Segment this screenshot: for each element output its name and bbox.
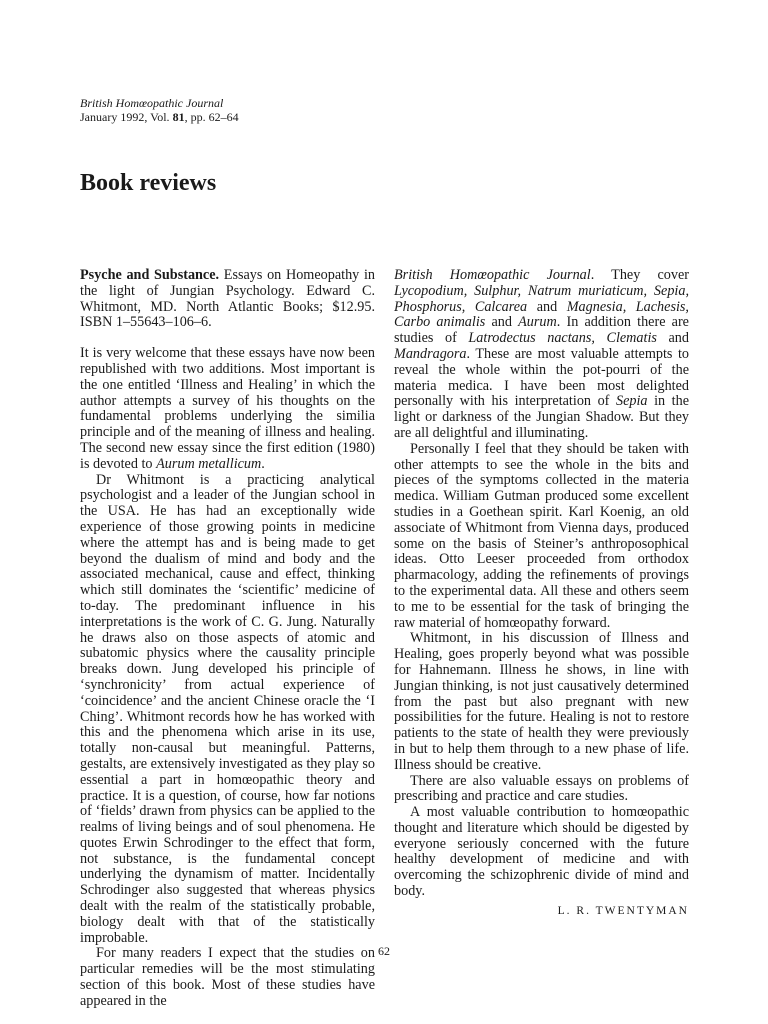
page-title: Book reviews bbox=[80, 170, 217, 196]
book-title: Psyche and Substance. bbox=[80, 267, 220, 283]
review-paragraph-5: Whitmont, in his discussion of Illness and Healing, goes properly beyond what was possible for Hahnemann. Illness he shows, in line with Jungian thinking, is not just causatively determined from the past but also pregnant with new possibilities for the future. Healing is not to restore patients to the state of health they were previously in but to help them through to a new phase of life. Illness should be creative. bbox=[394, 630, 689, 773]
review-paragraph-6: There are also valuable essays on problems of prescribing and practice and care studies. bbox=[394, 772, 689, 805]
review-paragraph-3-continued: British Homœopathic Journal. They cover Lycopodium, Sulphur, Natrum muriaticum, Sepia, Phosphorus, Calcarea and Magnesia, Lachesis, Carbo animalis and Aurum. In addition there are studies of Latrodectus nactans, Clematis and Mandragora. These are most valuable attempts to reveal the whole within the pot-pourri of the materia medica. I have been most delighted personally with his interpretation of Sepia in the light or darkness of the Jungian Shadow. But they are all delightful and illuminating. bbox=[394, 267, 690, 441]
review-paragraph-1: It is very welcome that these essays have now been republished with two additions. Most important is the one entitled ‘Illness and Healing’ in which the author attempts a survey of his thoughts on the fundamental problems underlying the similia principle and of the meaning of illness and healing. The second new essay since the first edition (1980) is devoted to Aurum metallicum. bbox=[80, 345, 375, 472]
journal-citation: January 1992, Vol. 81, pp. 62–64 bbox=[80, 110, 239, 124]
page-number: 62 bbox=[378, 944, 390, 958]
right-column bbox=[394, 268, 689, 920]
review-paragraph-7: A most valuable contribution to homœopathic thought and literature which should be digested by everyone seriously concerned with the future healthy development of medicine and with overcoming the schizophrenic divide of mind and body. bbox=[394, 804, 689, 900]
review-paragraph-3: For many readers I expect that the studies on particular remedies will be the most stimulating section of this book. Most of these studies have appeared in the bbox=[80, 945, 375, 1009]
review-paragraph-2: Dr Whitmont is a practicing analytical psychologist and a leader of the Jungian school in the USA. He has had an exceptionally wide experience of those growing points in medicine where the attempt has and is being made to get beyond the dualism of mind and body and the associated mechanical, cause and effect, thinking which still dominates the ‘scientific’ medicine of to-day. The predominant influence in his interpretations is the work of C. G. Jung. Naturally he draws also on those aspects of atomic and subatomic physics where the causality principle breaks down. Jung developed his principle of ‘synchronicity’ from actual experience of ‘coincidence’ and the ancient Chinese oracle the ‘I Ching’. Whitmont records how he has worked with this and the phenomena which arise in its use, totally non-causal but meaningful. Patterns, gestalts, are extensively investigated as they play so essential a part in homœopathic theory and practice. It is a question, of course, how far notions of ‘fields’ drawn from physics can be applied to the realms of living beings and of soul phenomena. He quotes Erwin Schrodinger to the effect that form, not substance, is the fundamental concept underlying the dynamism of matter. Incidentally Schrodinger also suggested that whereas physics dealt with the realm of the statistically probable, biology dealt with that of the statistically improbable. bbox=[80, 471, 375, 946]
reviewer-signature: L. R. TWENTYMAN bbox=[557, 904, 689, 917]
left-column bbox=[80, 268, 375, 1010]
book-citation: Psyche and Substance. Essays on Homeopathy in the light of Jungian Psychology. Edward C. Whitmont, MD. North Atlantic Books; $12.95. ISBN 1–55643–106–6. bbox=[80, 267, 375, 331]
review-paragraph-4: Personally I feel that they should be taken with other attempts to see the whole in the bits and pieces of the symptoms collected in the materia medica. William Gutman produced some excellent studies in a Goethean spirit. Karl Koenig, an old associate of Whitmont from Vienna days, produced some on the basis of Steiner’s anthroposophical ideas. Otto Leeser proceeded from orthodox pharmacology, adding the refinements of provings to the experimental data. All these and others seem to me to be essential for the task of bringing the raw material of homœopathy forward. bbox=[394, 440, 689, 631]
journal-header bbox=[80, 96, 239, 124]
journal-name: British Homœopathic Journal bbox=[80, 96, 224, 110]
